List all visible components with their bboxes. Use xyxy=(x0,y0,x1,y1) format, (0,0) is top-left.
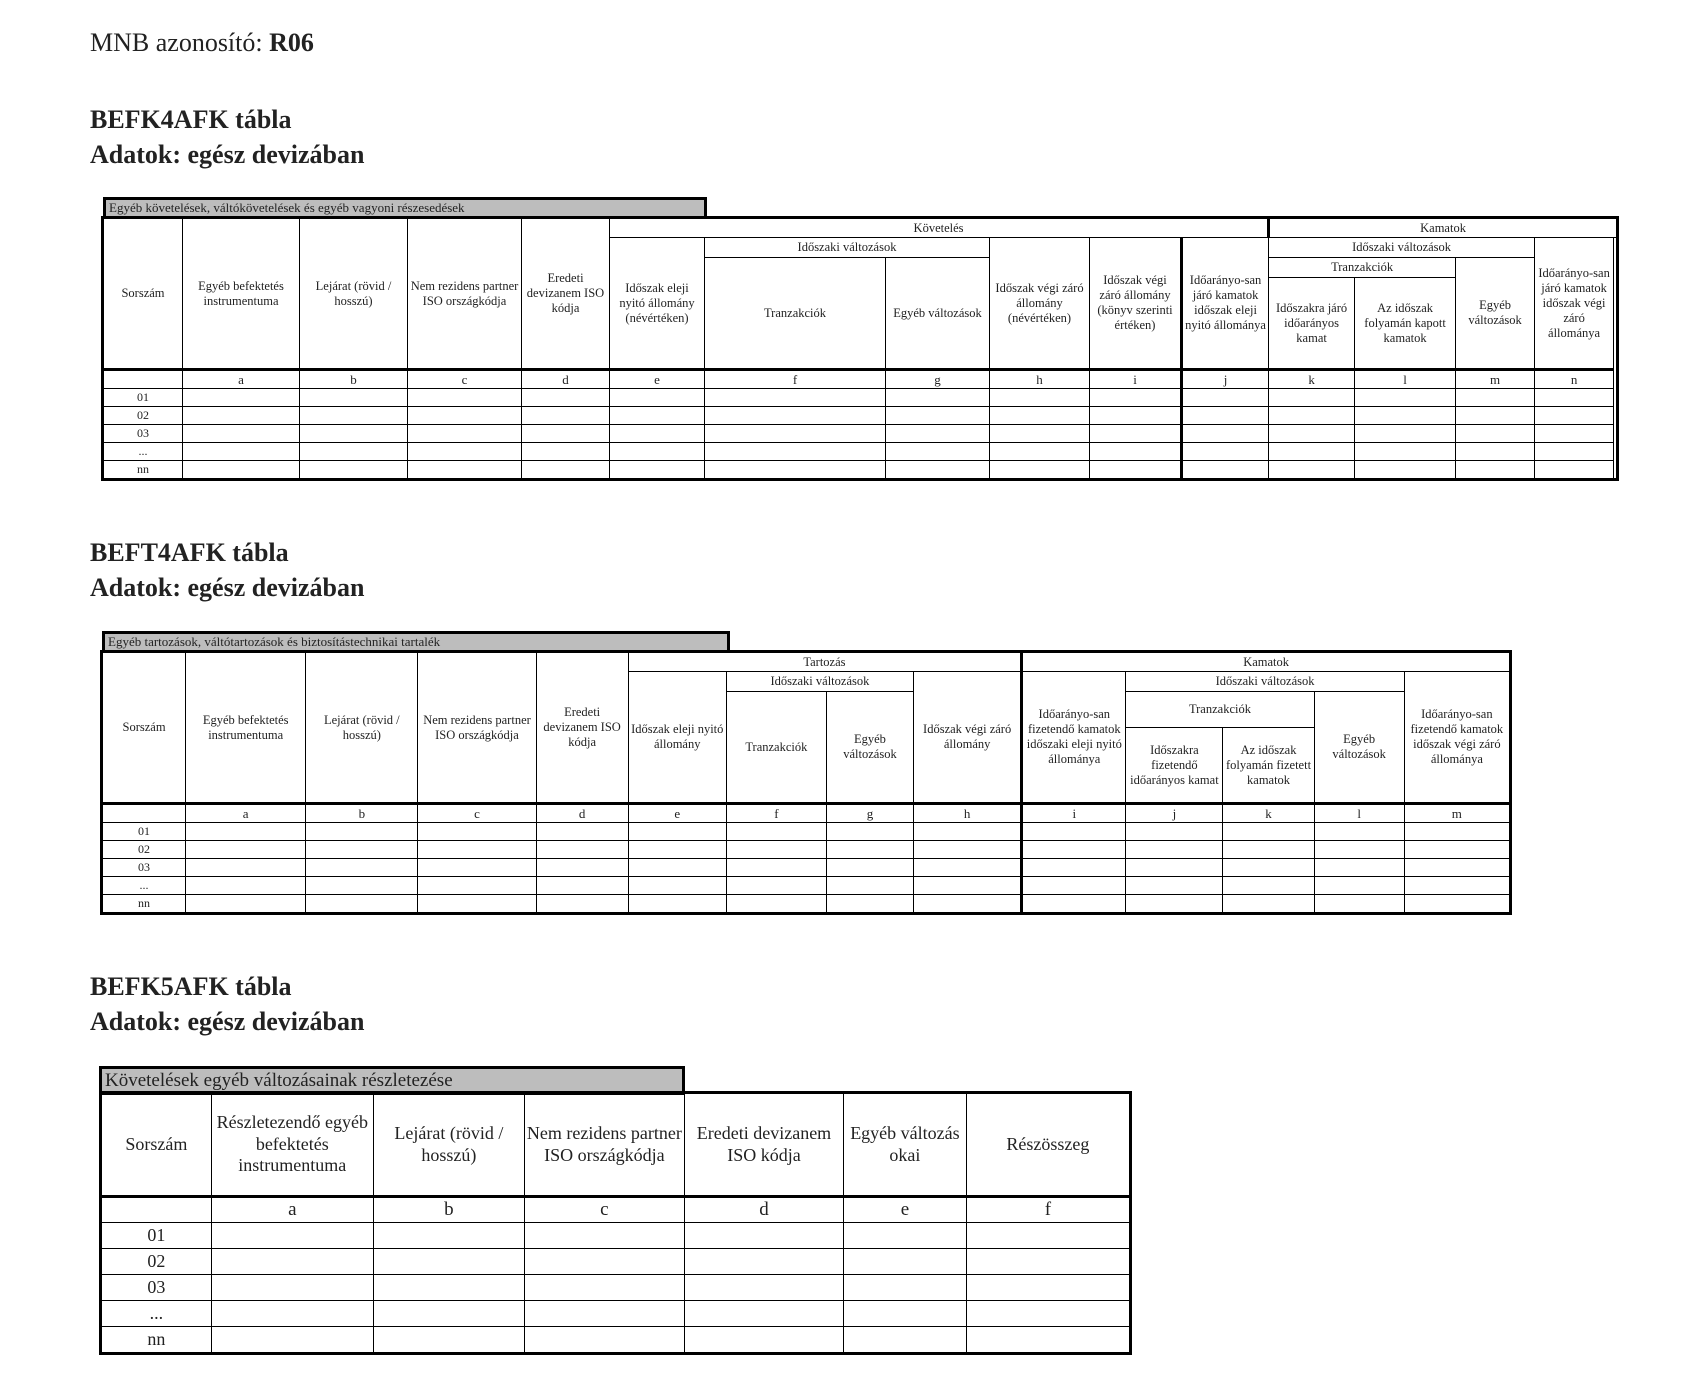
letter-l: l xyxy=(1314,804,1404,823)
letter-d: d xyxy=(536,804,628,823)
data-cell[interactable] xyxy=(522,425,610,443)
table3-caption: Követelések egyéb változásainak részletezése xyxy=(99,1066,685,1095)
table-row xyxy=(101,1301,1131,1327)
data-cell[interactable] xyxy=(373,1223,524,1249)
data-cell[interactable] xyxy=(914,841,1022,859)
data-cell[interactable] xyxy=(1182,389,1269,407)
data-cell[interactable] xyxy=(726,895,826,914)
data-cell[interactable] xyxy=(1269,407,1355,425)
data-cell[interactable] xyxy=(211,1301,373,1327)
header-g: Egyéb változások xyxy=(886,258,990,370)
header-j: Időarányo-san járó kamatok időszak eleji nyitó állománya xyxy=(1182,238,1269,370)
header-m: Időarányo-san fizetendő kamatok időszak végi záró állománya xyxy=(1404,672,1510,804)
header-f: Részösszeg xyxy=(966,1093,1130,1197)
data-cell[interactable] xyxy=(610,389,705,407)
data-cell[interactable] xyxy=(966,1301,1130,1327)
data-cell[interactable] xyxy=(1022,841,1126,859)
row-number: 01 xyxy=(103,389,183,407)
subgroup-idoszaki: Időszaki változások xyxy=(726,672,913,692)
table1-subtitle: Adatok: egész devizában xyxy=(90,140,365,169)
data-cell[interactable] xyxy=(1404,841,1510,859)
data-cell[interactable] xyxy=(183,425,300,443)
row-number: 02 xyxy=(103,407,183,425)
data-cell[interactable] xyxy=(1182,425,1269,443)
data-cell[interactable] xyxy=(705,425,886,443)
data-cell[interactable] xyxy=(826,823,913,841)
data-cell[interactable] xyxy=(183,461,300,480)
table1-title: BEFK4AFK tábla xyxy=(90,105,292,134)
data-cell[interactable] xyxy=(886,407,990,425)
data-cell[interactable] xyxy=(705,461,886,480)
subgroup-tranzakciok: Tranzakciók xyxy=(1126,692,1314,728)
letter-h: h xyxy=(990,370,1090,389)
data-cell[interactable] xyxy=(844,1223,967,1249)
table-row xyxy=(103,389,1618,407)
data-cell[interactable] xyxy=(1456,425,1535,443)
data-cell[interactable] xyxy=(524,1249,684,1275)
data-cell[interactable] xyxy=(536,841,628,859)
header-b: Lejárat (rövid / hosszú) xyxy=(300,218,408,370)
data-cell[interactable] xyxy=(1314,877,1404,895)
header-j: Időszakra fizetendő időarányos kamat xyxy=(1126,728,1223,804)
data-cell[interactable] xyxy=(1269,425,1355,443)
data-cell[interactable] xyxy=(1535,425,1614,443)
data-cell[interactable] xyxy=(1456,443,1535,461)
data-cell[interactable] xyxy=(726,823,826,841)
header-a: Egyéb befektetés instrumentuma xyxy=(183,218,300,370)
letter-e: e xyxy=(610,370,705,389)
group-kamatok: Kamatok xyxy=(1022,652,1511,672)
data-cell[interactable] xyxy=(1355,461,1456,480)
table2-caption: Egyéb tartozások, váltótartozások és biztosítástechnikai tartalék xyxy=(102,631,730,653)
data-cell[interactable] xyxy=(1090,461,1182,480)
data-cell[interactable] xyxy=(966,1223,1130,1249)
letter-f: f xyxy=(966,1197,1130,1223)
data-cell[interactable] xyxy=(186,877,306,895)
row-number: nn xyxy=(103,461,183,480)
data-cell[interactable] xyxy=(1182,443,1269,461)
table-row xyxy=(103,461,1618,480)
subgroup-tranzakciok: Tranzakciók xyxy=(1269,258,1456,278)
data-cell[interactable] xyxy=(418,859,536,877)
data-cell[interactable] xyxy=(628,895,726,914)
letter-g: g xyxy=(886,370,990,389)
data-cell[interactable] xyxy=(684,1249,843,1275)
data-cell[interactable] xyxy=(1314,841,1404,859)
header-m: Egyéb változások xyxy=(1456,258,1535,370)
data-cell[interactable] xyxy=(1126,841,1223,859)
table-row xyxy=(103,425,1618,443)
letter-n: n xyxy=(1535,370,1614,389)
data-cell[interactable] xyxy=(306,877,418,895)
letter-b: b xyxy=(300,370,408,389)
data-cell[interactable] xyxy=(1223,877,1314,895)
data-cell[interactable] xyxy=(1404,823,1510,841)
table2-subtitle: Adatok: egész devizában xyxy=(90,573,365,602)
letter-row xyxy=(103,370,1618,389)
data-cell[interactable] xyxy=(1090,443,1182,461)
data-cell[interactable] xyxy=(844,1249,967,1275)
header-c: Nem rezidens partner ISO országkódja xyxy=(408,218,522,370)
table-row xyxy=(103,407,1618,425)
header-f: Tranzakciók xyxy=(705,258,886,370)
data-cell[interactable] xyxy=(1022,859,1126,877)
header-k: Az időszak folyamán fizetett kamatok xyxy=(1223,728,1314,804)
table-row xyxy=(102,859,1511,877)
data-cell[interactable] xyxy=(990,461,1090,480)
header-sorszam: Sorszám xyxy=(103,218,183,370)
data-cell[interactable] xyxy=(373,1301,524,1327)
data-cell[interactable] xyxy=(300,461,408,480)
row-number: 02 xyxy=(102,841,186,859)
data-cell[interactable] xyxy=(684,1223,843,1249)
data-cell[interactable] xyxy=(536,877,628,895)
data-cell[interactable] xyxy=(1223,895,1314,914)
data-cell[interactable] xyxy=(186,859,306,877)
table-row xyxy=(101,1327,1131,1354)
data-cell[interactable] xyxy=(524,1223,684,1249)
table3-title: BEFK5AFK tábla xyxy=(90,972,292,1001)
header-e: Időszak eleji nyitó állomány (névértéken) xyxy=(610,238,705,370)
data-cell[interactable] xyxy=(408,461,522,480)
data-cell[interactable] xyxy=(300,443,408,461)
data-cell[interactable] xyxy=(211,1327,373,1354)
data-cell[interactable] xyxy=(300,407,408,425)
data-cell[interactable] xyxy=(524,1327,684,1354)
data-cell[interactable] xyxy=(1126,823,1223,841)
data-cell[interactable] xyxy=(524,1275,684,1301)
data-cell[interactable] xyxy=(610,443,705,461)
data-cell[interactable] xyxy=(1090,407,1182,425)
data-cell[interactable] xyxy=(1404,877,1510,895)
header-i: Időarányo-san fizetendő kamatok időszaki eleji nyitó állománya xyxy=(1022,672,1126,804)
data-cell[interactable] xyxy=(610,425,705,443)
data-cell[interactable] xyxy=(966,1327,1130,1354)
header-f: Tranzakciók xyxy=(726,692,826,804)
row-number: 03 xyxy=(103,425,183,443)
group-tartozas: Tartozás xyxy=(628,652,1022,672)
data-cell[interactable] xyxy=(914,859,1022,877)
letter-l: l xyxy=(1355,370,1456,389)
data-cell[interactable] xyxy=(966,1249,1130,1275)
header-e: Egyéb változás okai xyxy=(844,1093,967,1197)
data-cell[interactable] xyxy=(1355,443,1456,461)
data-cell[interactable] xyxy=(1404,859,1510,877)
data-cell[interactable] xyxy=(1456,389,1535,407)
header-l: Az időszak folyamán kapott kamatok xyxy=(1355,278,1456,370)
header-c: Nem rezidens partner ISO országkódja xyxy=(524,1093,684,1197)
table2 xyxy=(100,650,1512,915)
data-cell[interactable] xyxy=(826,877,913,895)
row-number: nn xyxy=(102,895,186,914)
header-n: Időarányo-san járó kamatok időszak végi záró állománya xyxy=(1535,238,1614,370)
data-cell[interactable] xyxy=(1223,859,1314,877)
header-sorszam: Sorszám xyxy=(101,1093,212,1197)
data-cell[interactable] xyxy=(1355,425,1456,443)
data-cell[interactable] xyxy=(844,1301,967,1327)
data-cell[interactable] xyxy=(522,389,610,407)
group-kamatok: Kamatok xyxy=(1269,218,1618,238)
header-e: Időszak eleji nyitó állomány xyxy=(628,672,726,804)
row-number: 01 xyxy=(102,823,186,841)
header-sorszam: Sorszám xyxy=(102,652,186,804)
data-cell[interactable] xyxy=(536,895,628,914)
data-cell[interactable] xyxy=(373,1275,524,1301)
row-number: nn xyxy=(101,1327,212,1354)
data-cell[interactable] xyxy=(886,389,990,407)
table-row xyxy=(101,1223,1131,1249)
data-cell[interactable] xyxy=(826,895,913,914)
row-number: ... xyxy=(103,443,183,461)
table-row xyxy=(101,1249,1131,1275)
data-cell[interactable] xyxy=(183,407,300,425)
data-cell[interactable] xyxy=(1126,877,1223,895)
data-cell[interactable] xyxy=(628,823,726,841)
data-cell[interactable] xyxy=(1404,895,1510,914)
data-cell[interactable] xyxy=(990,389,1090,407)
table-row xyxy=(102,841,1511,859)
data-cell[interactable] xyxy=(1535,407,1614,425)
data-cell[interactable] xyxy=(1126,859,1223,877)
letter-c: c xyxy=(418,804,536,823)
data-cell[interactable] xyxy=(1535,443,1614,461)
data-cell[interactable] xyxy=(306,841,418,859)
data-cell[interactable] xyxy=(886,461,990,480)
data-cell[interactable] xyxy=(914,823,1022,841)
header-i: Időszak végi záró állomány (könyv szerinti értéken) xyxy=(1090,238,1182,370)
data-cell[interactable] xyxy=(1456,407,1535,425)
data-cell[interactable] xyxy=(1090,389,1182,407)
data-cell[interactable] xyxy=(408,425,522,443)
row-number: 03 xyxy=(101,1275,212,1301)
data-cell[interactable] xyxy=(705,389,886,407)
letter-f: f xyxy=(705,370,886,389)
letter-b: b xyxy=(306,804,418,823)
data-cell[interactable] xyxy=(1223,841,1314,859)
data-cell[interactable] xyxy=(1269,389,1355,407)
data-cell[interactable] xyxy=(628,841,726,859)
header-c: Nem rezidens partner ISO országkódja xyxy=(418,652,536,804)
letter-d: d xyxy=(684,1197,843,1223)
data-cell[interactable] xyxy=(826,841,913,859)
data-cell[interactable] xyxy=(726,877,826,895)
subgroup-kamat-idoszaki: Időszaki változások xyxy=(1269,238,1535,258)
letter-k: k xyxy=(1223,804,1314,823)
data-cell[interactable] xyxy=(844,1275,967,1301)
data-cell[interactable] xyxy=(408,407,522,425)
data-cell[interactable] xyxy=(826,859,913,877)
table-row xyxy=(101,1275,1131,1301)
header-b: Lejárat (rövid / hosszú) xyxy=(306,652,418,804)
data-cell[interactable] xyxy=(684,1327,843,1354)
data-cell[interactable] xyxy=(306,895,418,914)
data-cell[interactable] xyxy=(300,389,408,407)
row-number: ... xyxy=(101,1301,212,1327)
letter-h: h xyxy=(914,804,1022,823)
data-cell[interactable] xyxy=(408,443,522,461)
letter-e: e xyxy=(844,1197,967,1223)
subgroup-kamat-idoszaki: Időszaki változások xyxy=(1126,672,1404,692)
data-cell[interactable] xyxy=(844,1327,967,1354)
data-cell[interactable] xyxy=(1355,407,1456,425)
data-cell[interactable] xyxy=(1314,895,1404,914)
header-d: Eredeti devizanem ISO kódja xyxy=(522,218,610,370)
letter-f: f xyxy=(726,804,826,823)
data-cell[interactable] xyxy=(1223,823,1314,841)
table-row xyxy=(102,895,1511,914)
data-cell[interactable] xyxy=(726,859,826,877)
data-cell[interactable] xyxy=(1022,895,1126,914)
data-cell[interactable] xyxy=(418,823,536,841)
letter-i: i xyxy=(1090,370,1182,389)
data-cell[interactable] xyxy=(990,407,1090,425)
table3 xyxy=(99,1091,1132,1355)
data-cell[interactable] xyxy=(186,823,306,841)
data-cell[interactable] xyxy=(183,443,300,461)
subgroup-idoszaki: Időszaki változások xyxy=(705,238,990,258)
data-cell[interactable] xyxy=(300,425,408,443)
mnb-prefix: MNB azonosító: xyxy=(90,28,263,57)
table3-subtitle: Adatok: egész devizában xyxy=(90,1007,365,1036)
row-number: 01 xyxy=(101,1223,212,1249)
data-cell[interactable] xyxy=(705,443,886,461)
data-cell[interactable] xyxy=(1355,389,1456,407)
header-h: Időszak végi záró állomány xyxy=(914,672,1022,804)
data-cell[interactable] xyxy=(408,389,522,407)
data-cell[interactable] xyxy=(183,389,300,407)
letter-c: c xyxy=(408,370,522,389)
row-number: 03 xyxy=(102,859,186,877)
table-row xyxy=(103,443,1618,461)
data-cell[interactable] xyxy=(1182,407,1269,425)
data-cell[interactable] xyxy=(1314,823,1404,841)
data-cell[interactable] xyxy=(610,461,705,480)
data-cell[interactable] xyxy=(306,859,418,877)
data-cell[interactable] xyxy=(705,407,886,425)
letter-a: a xyxy=(183,370,300,389)
data-cell[interactable] xyxy=(1182,461,1269,480)
header-d: Eredeti devizanem ISO kódja xyxy=(536,652,628,804)
data-cell[interactable] xyxy=(966,1275,1130,1301)
data-cell[interactable] xyxy=(628,877,726,895)
data-cell[interactable] xyxy=(886,425,990,443)
letter-a: a xyxy=(211,1197,373,1223)
header-g: Egyéb változások xyxy=(826,692,913,804)
data-cell[interactable] xyxy=(990,425,1090,443)
data-cell[interactable] xyxy=(1090,425,1182,443)
data-cell[interactable] xyxy=(1022,823,1126,841)
data-cell[interactable] xyxy=(914,877,1022,895)
data-cell[interactable] xyxy=(1269,443,1355,461)
data-cell[interactable] xyxy=(186,895,306,914)
data-cell[interactable] xyxy=(1456,461,1535,480)
data-cell[interactable] xyxy=(886,443,990,461)
table-row xyxy=(102,823,1511,841)
group-kovetelés: Követelés xyxy=(610,218,1269,238)
table2-title: BEFT4AFK tábla xyxy=(90,538,289,567)
letter-row xyxy=(101,1197,1131,1223)
data-cell[interactable] xyxy=(628,859,726,877)
data-cell[interactable] xyxy=(306,823,418,841)
letter-b: b xyxy=(373,1197,524,1223)
data-cell[interactable] xyxy=(1535,461,1614,480)
letter-c: c xyxy=(524,1197,684,1223)
mnb-identifier xyxy=(90,28,314,58)
data-cell[interactable] xyxy=(186,841,306,859)
data-cell[interactable] xyxy=(418,841,536,859)
letter-k: k xyxy=(1269,370,1355,389)
data-cell[interactable] xyxy=(914,895,1022,914)
letter-j: j xyxy=(1126,804,1223,823)
data-cell[interactable] xyxy=(1126,895,1223,914)
row-number: 02 xyxy=(101,1249,212,1275)
letter-m: m xyxy=(1404,804,1510,823)
mnb-code: R06 xyxy=(269,28,314,57)
header-l: Egyéb változások xyxy=(1314,692,1404,804)
table1 xyxy=(101,216,1619,481)
data-cell[interactable] xyxy=(1314,859,1404,877)
header-h: Időszak végi záró állomány (névértéken) xyxy=(990,238,1090,370)
data-cell[interactable] xyxy=(522,407,610,425)
data-cell[interactable] xyxy=(211,1223,373,1249)
row-number: ... xyxy=(102,877,186,895)
data-cell[interactable] xyxy=(1022,877,1126,895)
letter-a: a xyxy=(186,804,306,823)
header-a: Egyéb befektetés instrumentuma xyxy=(186,652,306,804)
data-cell[interactable] xyxy=(684,1275,843,1301)
data-cell[interactable] xyxy=(373,1327,524,1354)
data-cell[interactable] xyxy=(211,1275,373,1301)
letter-j: j xyxy=(1182,370,1269,389)
data-cell[interactable] xyxy=(373,1249,524,1275)
header-d: Eredeti devizanem ISO kódja xyxy=(684,1093,843,1197)
data-cell[interactable] xyxy=(524,1301,684,1327)
data-cell[interactable] xyxy=(990,443,1090,461)
letter-d: d xyxy=(522,370,610,389)
header-b: Lejárat (rövid / hosszú) xyxy=(373,1093,524,1197)
data-cell[interactable] xyxy=(418,895,536,914)
table1-caption: Egyéb követelések, váltókövetelések és egyéb vagyoni részesedések xyxy=(103,197,707,219)
data-cell[interactable] xyxy=(522,443,610,461)
letter-m: m xyxy=(1456,370,1535,389)
data-cell[interactable] xyxy=(726,841,826,859)
letter-i: i xyxy=(1022,804,1126,823)
data-cell[interactable] xyxy=(1269,461,1355,480)
data-cell[interactable] xyxy=(418,877,536,895)
letter-row xyxy=(102,804,1511,823)
header-k: Időszakra járó időarányos kamat xyxy=(1269,278,1355,370)
data-cell[interactable] xyxy=(1535,389,1614,407)
data-cell[interactable] xyxy=(536,823,628,841)
data-cell[interactable] xyxy=(610,407,705,425)
data-cell[interactable] xyxy=(536,859,628,877)
header-a: Részletezendő egyéb befektetés instrumentuma xyxy=(211,1093,373,1197)
letter-e: e xyxy=(628,804,726,823)
data-cell[interactable] xyxy=(684,1301,843,1327)
data-cell[interactable] xyxy=(211,1249,373,1275)
data-cell[interactable] xyxy=(522,461,610,480)
letter-g: g xyxy=(826,804,913,823)
table-row xyxy=(102,877,1511,895)
